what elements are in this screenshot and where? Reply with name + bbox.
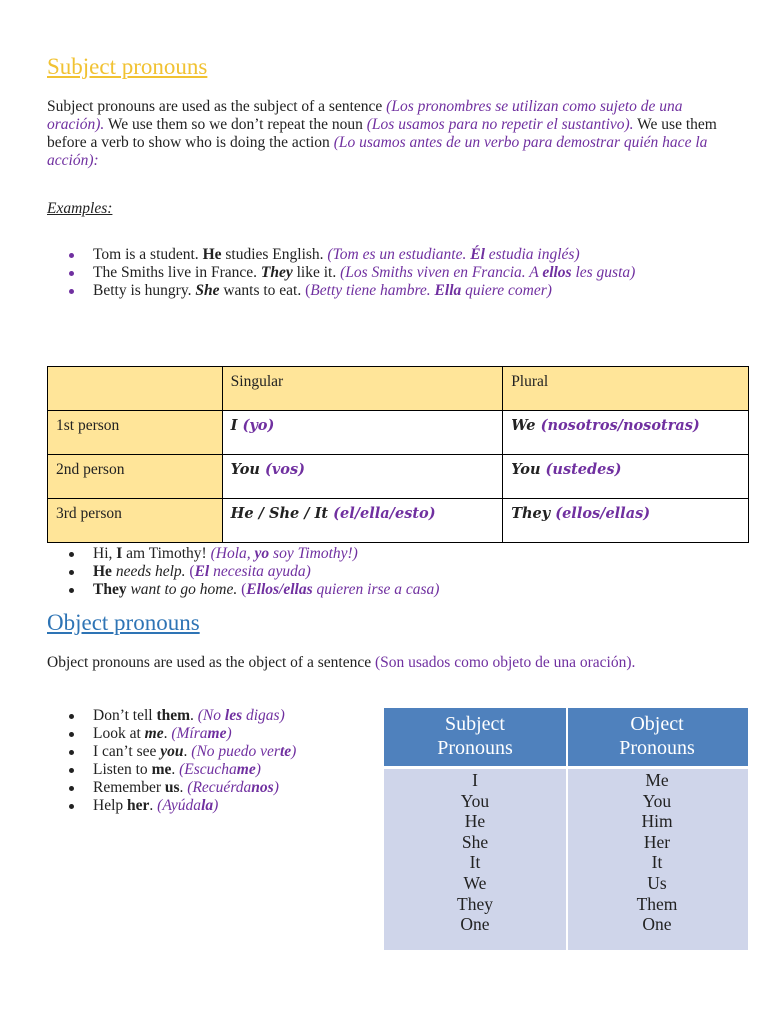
text-run: (Hola, [210,545,255,562]
subject-pronouns-header [384,708,566,766]
text-run: me [207,725,227,742]
text-run: We use them so we don’t repeat the noun [104,116,367,133]
subject-examples-list [47,246,737,300]
text-run: Remember [93,779,165,796]
text-run: me [151,761,172,778]
singular-cell [222,455,503,499]
singular-cell [222,499,503,543]
subject-pronoun-column [384,770,566,935]
text-run: quieren irse a casa) [312,581,440,598]
text-run: She [195,282,220,299]
list-item [47,707,377,725]
text-run: us [164,779,180,796]
text-run: (el/ella/esto) [333,505,436,522]
text-run: necesita ayuda) [209,563,311,580]
text-run: Listen to [93,761,152,778]
pronoun-cell: Her [643,831,671,852]
list-item [47,282,737,300]
table-header-row [48,367,749,411]
object-pronouns-header [566,708,748,766]
text-run: Él [470,246,485,263]
pronoun-cell: Me [645,770,669,790]
text-run: ) [291,743,297,760]
text-run: Betty is hungry. [93,282,196,299]
plural-cell [503,411,749,455]
list-item [47,779,377,797]
subject-header-line-2: Pronouns [437,737,513,759]
text-run: me [144,725,164,742]
text-run: (vos) [265,461,305,478]
text-run: digas) [242,707,285,724]
table-row [48,455,749,499]
text-run: (No puedo ver [191,743,280,760]
object-intro-paragraph [47,654,727,672]
text-run: (nosotros/nosotras) [540,417,700,434]
table-header-plural: Plural [503,367,749,411]
list-item [47,246,737,264]
table-row [48,411,749,455]
person-label: 1st person [48,411,223,455]
text-run: Subject pronouns are used as the subject of a sentence [47,98,387,115]
text-run: They [93,581,127,598]
text-run: te [279,743,292,760]
pronoun-cell: We [463,872,487,893]
text-run: . [163,725,172,742]
text-run: Object pronouns are used as the object of a sentence [47,654,375,671]
pronoun-cell: One [460,914,490,935]
object-header-line-1: Object [630,713,684,735]
pronoun-cell: It [469,852,481,873]
text-run: ) [226,725,232,742]
list-item [47,545,737,563]
text-run: (Míra [171,725,208,742]
text-run: want to go home. [126,581,242,598]
list-item [47,264,737,282]
subject-intro-paragraph [47,98,737,170]
text-run: you [160,743,184,760]
text-run: ( [189,563,195,580]
text-run: You [511,461,546,478]
text-run: ) [213,797,219,814]
text-run: (Recuérda [187,779,252,796]
pronoun-cell: Them [636,893,678,914]
text-run: (Son usados como objeto de una oración). [374,654,636,671]
text-run: (Los usamos para no repetir el sustantivo). [366,116,634,133]
singular-cell [222,411,503,455]
text-run: needs help. [111,563,190,580]
pronoun-cell: I [472,770,478,790]
pronoun-cell: She [461,831,489,852]
object-pronoun-column [566,770,748,935]
text-run: (Ayúda [157,797,202,814]
text-run: les [224,707,243,724]
text-run: Help [93,797,128,814]
text-run: (Tom es un estudiante. [327,246,471,263]
pronoun-cell: You [642,790,672,811]
text-run: (ustedes) [545,461,622,478]
list-item [47,725,377,743]
text-run: soy Timothy!) [269,545,358,562]
pronoun-cell: Him [641,811,673,832]
text-run: me [236,761,256,778]
text-run: El [194,563,210,580]
text-run: am Timothy! [122,545,211,562]
text-run: We [511,417,541,434]
person-pronoun-table [47,366,749,543]
text-run: Tom is a student. [93,246,203,263]
text-run: ) [255,761,261,778]
table-header-corner [48,367,223,411]
plural-cell [503,455,749,499]
text-run: The Smiths live in France. [93,264,261,281]
list-item [47,743,377,761]
text-run: . [183,743,192,760]
text-run: You [230,461,266,478]
text-run: (Escucha [179,761,237,778]
pronoun-cell: They [457,893,493,914]
object-examples-list [47,707,377,815]
pronoun-cell: It [651,852,663,873]
text-run: them [156,707,191,724]
text-run: Hi, [93,545,117,562]
text-run: I can’t see [93,743,161,760]
plural-cell [503,499,749,543]
text-run: . [190,707,198,724]
examples-label: Examples: [47,200,113,217]
pronoun-cell: Us [647,872,667,893]
list-item [47,761,377,779]
list-item [47,563,737,581]
text-run: ellos [542,264,572,281]
table-row [48,499,749,543]
pronoun-cell: You [460,790,490,811]
pronoun-cell: One [642,914,672,935]
text-run: (Lo usamos antes de un verbo para demostrar quién hace la acción): [47,134,708,169]
list-item [47,797,377,815]
text-run: ( [305,282,311,299]
text-run: They [511,505,556,522]
text-run: (No [197,707,225,724]
text-run: (Los Smiths viven en Francia. A [340,264,543,281]
text-run: . [179,779,188,796]
text-run: I [116,545,123,562]
text-run: (yo) [242,417,275,434]
subject-header-line-1: Subject [445,713,505,735]
after-table-examples-list [47,545,737,599]
pronoun-cell: He [464,811,486,832]
text-run: They [260,264,293,281]
text-run: We use them before a verb to show who is doing the action [47,116,717,151]
text-run: He [202,246,222,263]
table-header-singular: Singular [222,367,503,411]
text-run: les gusta) [571,264,636,281]
text-run: ) [273,779,279,796]
text-run: nos [251,779,274,796]
text-run: like it. [292,264,341,281]
text-run: (Los pronombres se utilizan como sujeto de una oración). [47,98,683,133]
text-run: her [127,797,150,814]
text-run: Ella [434,282,462,299]
subject-pronouns-title: Subject pronouns [47,54,208,79]
text-run: I [230,417,243,434]
text-run: la [201,797,214,814]
text-run: (ellos/ellas) [555,505,651,522]
text-run: ( [241,581,247,598]
person-label: 3rd person [48,499,223,543]
text-run: Look at [93,725,145,742]
text-run: yo [254,545,270,562]
list-item [47,581,737,599]
text-run: Ellos/ellas [246,581,313,598]
text-run: quiere comer) [461,282,552,299]
text-run: Betty tiene hambre. [310,282,435,299]
object-pronouns-title: Object pronouns [47,610,200,635]
text-run: estudia inglés) [484,246,580,263]
text-run: studies English. [221,246,328,263]
text-run: He [93,563,112,580]
text-run: wants to eat. [219,282,306,299]
text-run: . [149,797,158,814]
text-run: . [171,761,180,778]
text-run: Don’t tell [93,707,157,724]
text-run: He / She / It [230,505,334,522]
object-header-line-2: Pronouns [619,737,695,759]
subject-object-pronoun-table [384,708,748,950]
person-label: 2nd person [48,455,223,499]
